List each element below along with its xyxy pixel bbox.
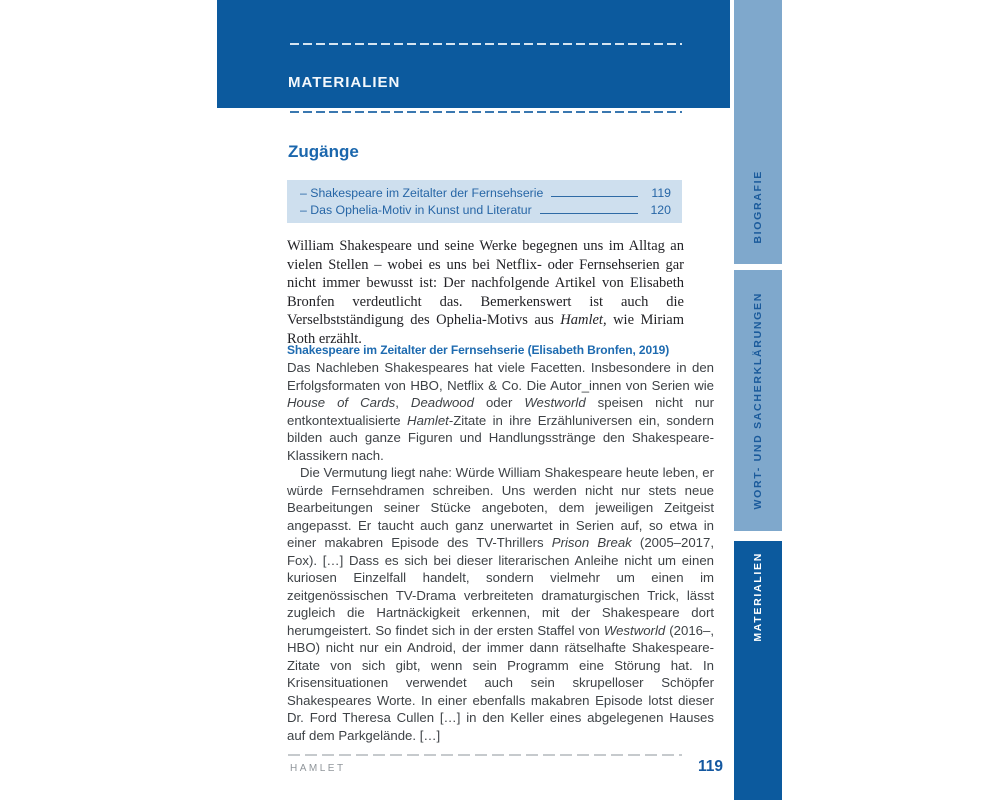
toc-leader-line	[540, 210, 638, 214]
page-header	[217, 0, 730, 108]
sidebar-tab-materialien[interactable]	[734, 541, 782, 800]
sidebar-tab-label: MATERIALIEN	[752, 552, 764, 642]
article-heading: Shakespeare im Zeitalter der Fernsehserie (Elisabeth Bronfen, 2019)	[287, 343, 670, 357]
sidebar-tab-label: BIOGRAFIE	[752, 170, 764, 244]
toc-leader-line	[551, 193, 638, 197]
subsection-title: Zugänge	[288, 142, 359, 161]
footer-divider	[288, 754, 682, 756]
toc-item-label: – Das Ophelia-Motiv in Kunst und Literatur	[300, 203, 532, 217]
article-paragraph: Die Vermutung liegt nahe: Würde William Shakespeare heute leben, er würde Fernsehdramen schreiben. Uns werden nicht nur stets neue Bearbeitungen seiner Stücke angeboten, dem jeweiligen Zeitgeist angepasst. Er taucht auch ganz unerwartet in Serien auf, so etwa in einer makabren Episode des TV-Thrillers Prison Break (2005–2017, Fox). […] Dass es sich bei dieser literarischen Anleihe nicht um einen kuriosen Einzelfall handelt, sondern vielmehr um einen im zeitgenössischen TV-Drama verbreiteten dramaturgischen Trick, lässt zugleich die Hartnäckigkeit erkennen, mit der Shakespeare dort herumgeistert. So findet sich in der ersten Staffel von Westworld (2016–, HBO) nicht nur ein Android, der immer dann rätselhafte Shakespeare-Zitate von sich gibt, wenn sein Programm eine Störung hat. In Krisensituationen verwendet auch sein skrupelloser Schöpfer Shakespeares Worte. In einer ebenfalls makabren Episode lotst dieser Dr. Ford Theresa Cullen […] in den Keller eines abgelegenen Hauses auf dem Parkgelände. […]	[287, 465, 714, 743]
toc-item[interactable]	[300, 185, 671, 201]
toc-item[interactable]	[300, 202, 671, 218]
sidebar-tab-label: WORT- UND SACHERKLÄRUNGEN	[752, 291, 764, 510]
dashed-divider-top	[290, 43, 682, 45]
section-header-title: MATERIALIEN	[288, 74, 401, 91]
toc-page-number: 119	[651, 186, 671, 200]
intro-paragraph: William Shakespeare und seine Werke begegnen uns im Alltag an vielen Stellen – wobei es uns bei Netflix- oder Fernsehserien gar nicht immer bewusst ist: Der nachfolgende Artikel von Elisabeth Bronfen verdeutlicht das. Bemerkenswert ist auch die Verselbstständigung des Ophelia-Motivs aus Hamlet, wie Miriam Roth erzählt.	[287, 238, 684, 347]
sidebar-tab-biografie[interactable]	[734, 0, 782, 264]
toc-page-number: 120	[650, 203, 671, 217]
footer-book-title: HAMLET	[290, 763, 346, 774]
toc-box	[287, 180, 682, 223]
toc-item-label: – Shakespeare im Zeitalter der Fernsehserie	[300, 186, 544, 200]
article-paragraph: Das Nachleben Shakespeares hat viele Facetten. Insbesondere in den Erfolgsformaten von HBO, Netflix & Co. Die Autor_innen von Serien wie House of Cards, Deadwood oder Westworld speisen nicht nur entkontextualisierte Hamlet-Zitate in ihre Erzähluniversen ein, sondern bilden auch ganze Figuren und Handlungsstränge den Shakespeare-Klassikern nach.	[287, 360, 714, 463]
dashed-divider-under-header	[290, 111, 682, 113]
article-body	[287, 359, 714, 744]
footer-page-number: 119	[697, 758, 723, 775]
sidebar-tab-wort-und-sacherklaerungen[interactable]	[734, 270, 782, 531]
